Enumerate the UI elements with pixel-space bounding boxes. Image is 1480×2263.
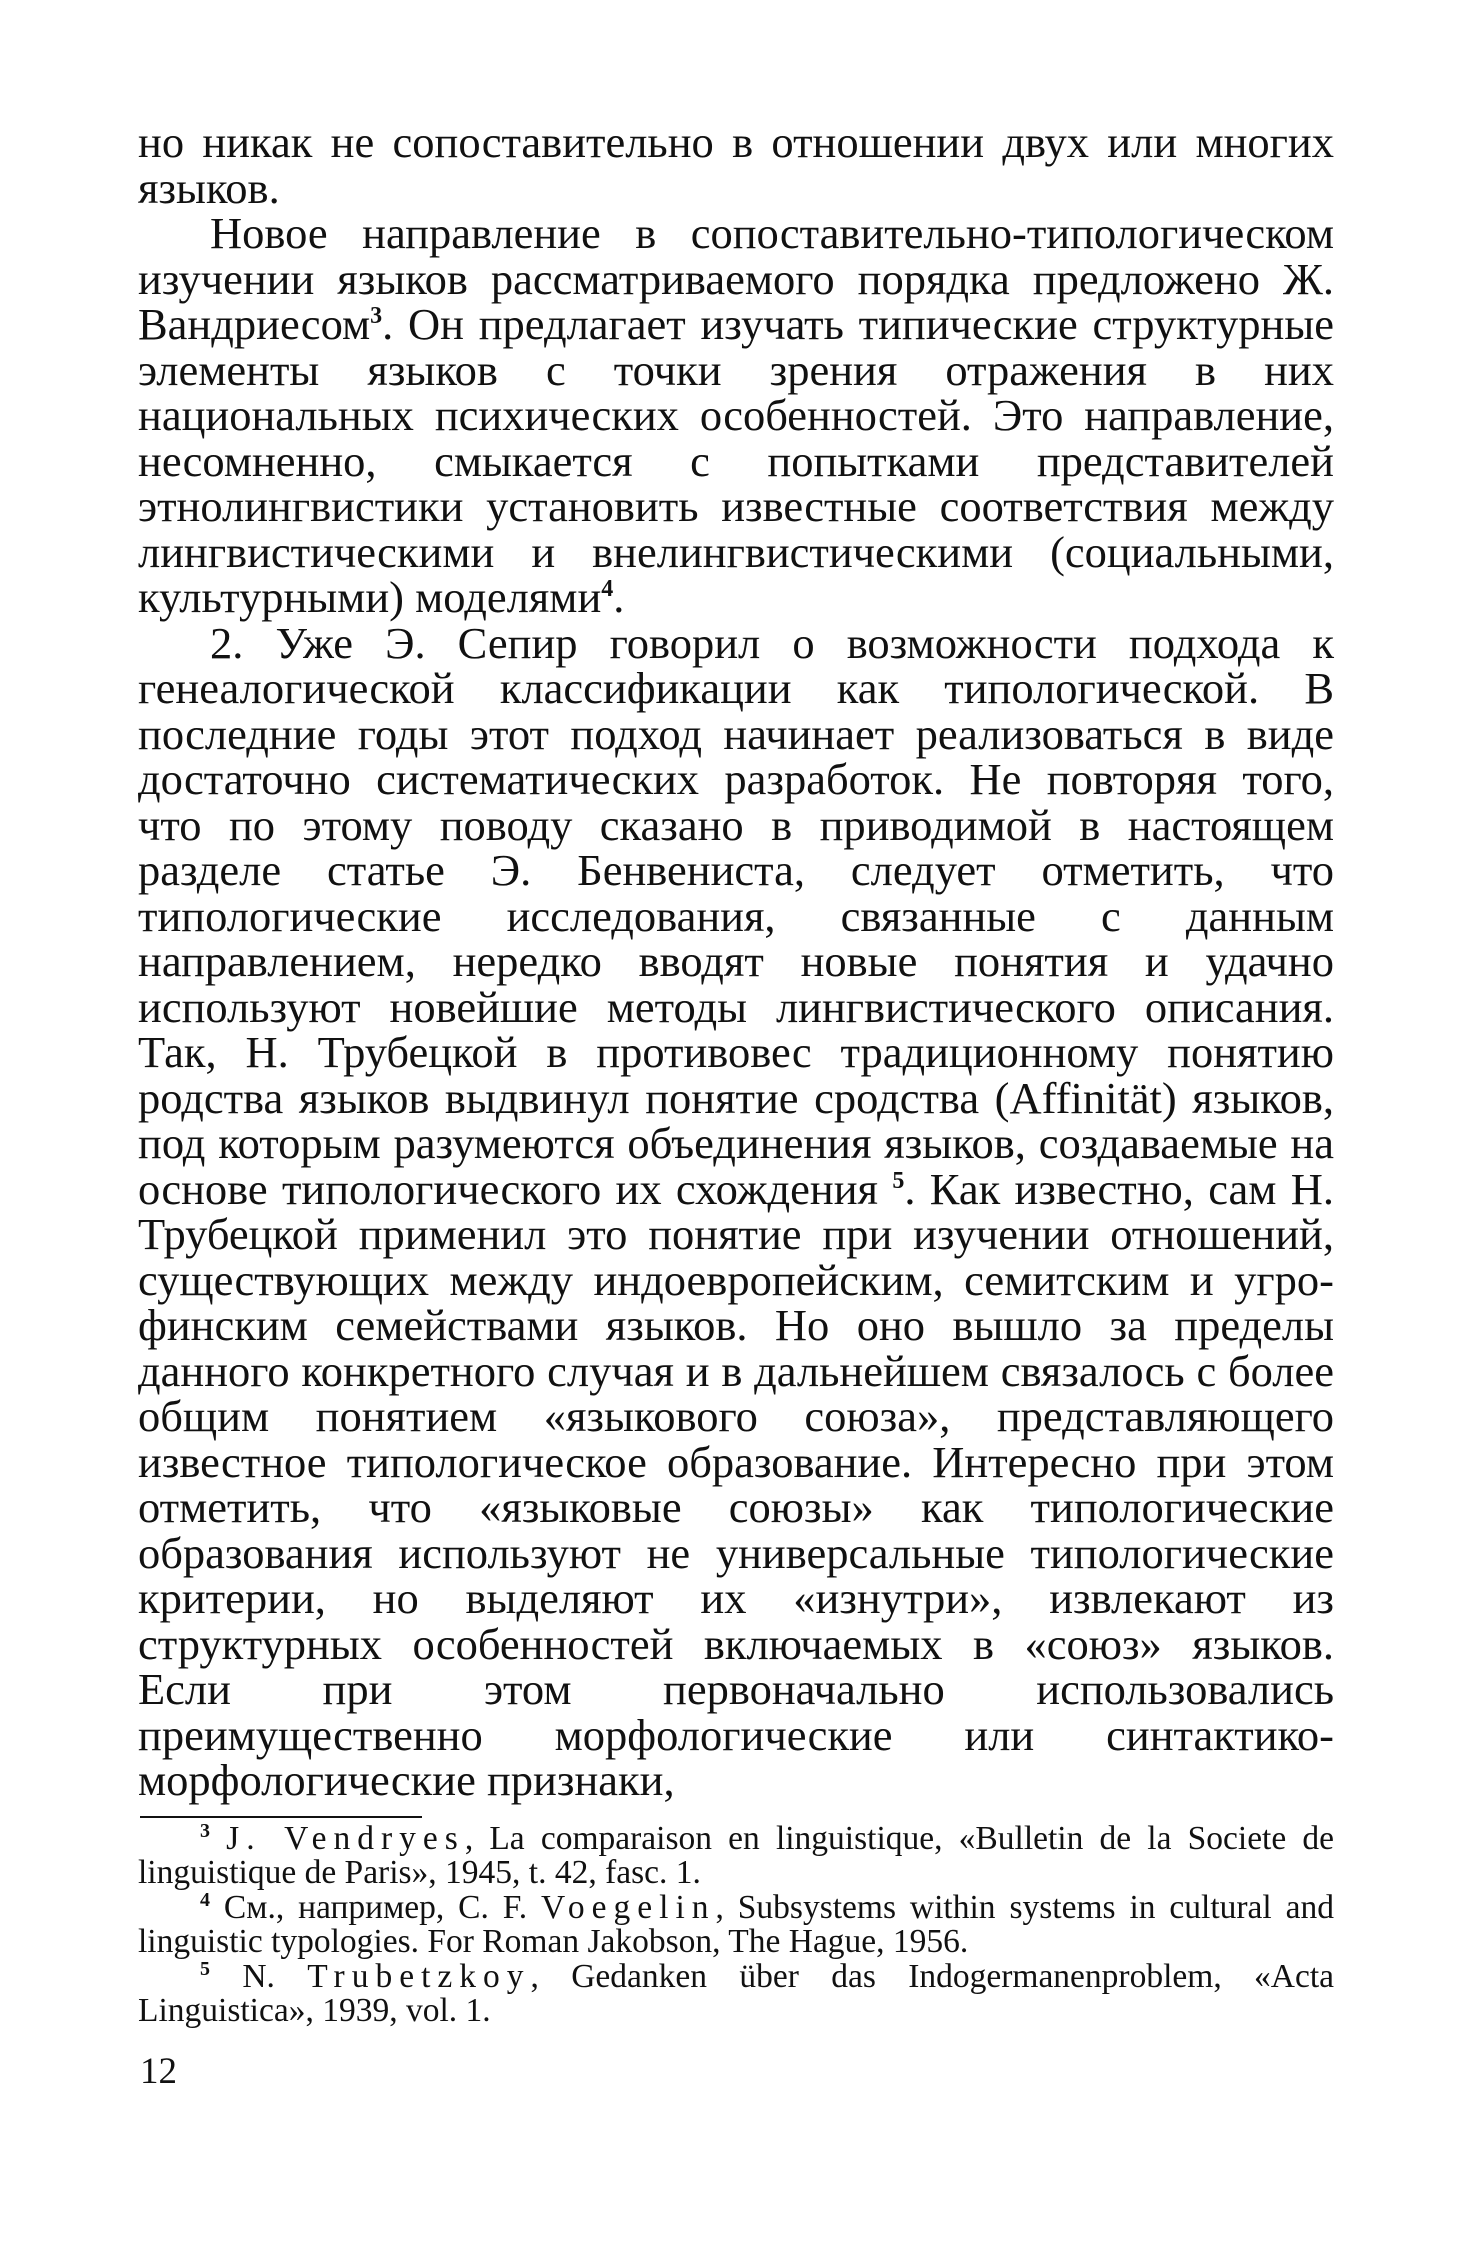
footnote-4 bbox=[138, 1888, 1334, 1961]
page-number: 12 bbox=[140, 2051, 177, 2092]
footnote-4-lead: См., например, C. F. bbox=[223, 1888, 528, 1926]
footnote-5 bbox=[138, 1957, 1335, 2030]
footnote-divider bbox=[140, 1816, 422, 1818]
footnotes bbox=[138, 1819, 1335, 2030]
main-text bbox=[138, 117, 1334, 1805]
footnote-mark-5: 5 bbox=[200, 1957, 210, 1980]
footnote-mark-4: 4 bbox=[200, 1888, 210, 1911]
book-page bbox=[138, 117, 1335, 2030]
footnote-5-lead: N. bbox=[242, 1957, 275, 1995]
footnote-3-text: , La comparaison en linguistique, «Bulletin de la Societe de linguistique de Paris», 1945, t. 42, fasc. 1. bbox=[138, 1819, 1335, 1892]
paragraph-new-direction: Новое направление в сопоставительно-типологическом изучении языков рассматриваемого порядка предложено Ж. Вандриесом$^3$. Он предлагает изучать типические структурные элементы языков с точки зрения отражения в них национальных психических особенностей. Это направление, несомненно, смыкается с попытками представителей этнолингвистики установить известные соответствия между лингвистическими и внелингвистическими (социальными, культурными) моделями$^4$. bbox=[138, 208, 1334, 622]
paragraph-continuation: но никак не сопоставительно в отношении двух или многих языков. bbox=[138, 117, 1334, 213]
footnote-3 bbox=[138, 1819, 1335, 1892]
footnote-5-author: Trubetzkoy bbox=[307, 1957, 531, 1995]
paragraph-section-2: 2. Уже Э. Сепир говорил о возможности подхода к генеалогической классификации как типологической. В последние годы этот подход начинает реализоваться в виде достаточно систематических разработок. Не повторяя того, что по этому поводу сказано в приводимой в настоящем разделе статье Э. Бенвениста, следует отметить, что типологические исследования, связанные с данным направлением, нередко вводят новые понятия и удачно используют новейшие методы лингвистического описания. Так, Н. Трубецкой в противовес традиционному понятию родства языков выдвинул понятие сродства (Affinität) языков, под которым разумеются объединения языков, создаваемые на основе типологического их схождения $^5$. Как известно, сам Н. Трубецкой применил это понятие при изучении отношений, существующих между индоевропейским, семитским и угро-финским семействами языков. Но оно вышло за пределы данного конкретного случая и в дальнейшем связалось с более общим понятием «языкового союза», представляющего известное типологическое образование. Интересно при этом отметить, что «языковые союзы» как типологические образования используют не универсальные типологические критерии, но выделяют их «изнутри», извлекают из структурных особенностей включаемых в «союз» языков. Если при этом первоначально использовались преимущественно морфологические или синтактико-морфологические признаки, bbox=[138, 617, 1334, 1805]
footnote-4-author: Voegelin bbox=[541, 1888, 716, 1926]
footnote-ref-5: 5 bbox=[892, 1167, 905, 1194]
footnote-ref-4: 4 bbox=[601, 576, 614, 603]
footnote-mark-3: 3 bbox=[200, 1819, 210, 1842]
footnote-ref-3: 3 bbox=[370, 303, 383, 330]
footnote-4-text: , Subsystems within systems in cultural and linguistic typologies. For Roman Jakobson, The Hague, 1956. bbox=[138, 1888, 1334, 1961]
footnote-5-text: , Gedanken über das Indogermanenproblem, «Acta Linguistica», 1939, vol. 1. bbox=[138, 1957, 1335, 2030]
footnote-3-author: J. Vendryes bbox=[226, 1819, 465, 1857]
